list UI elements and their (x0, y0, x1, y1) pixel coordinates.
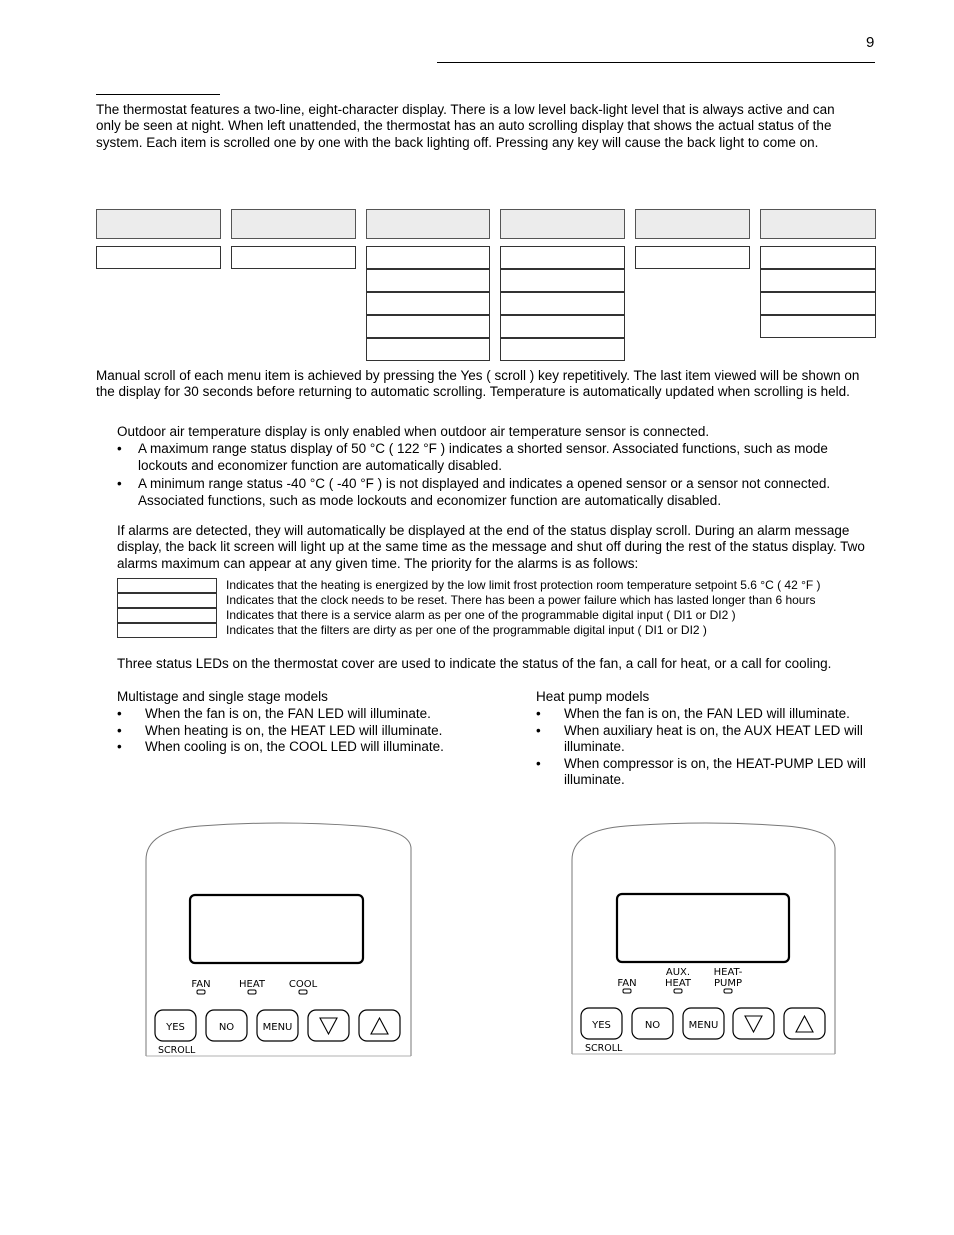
heatpump-bullet: • When compressor is on, the HEAT-PUMP LED will illuminate. (564, 756, 876, 789)
led-label: HEAT (238, 979, 266, 990)
multistage-title: Multistage and single stage models (117, 689, 328, 704)
section-heading-underline (96, 94, 220, 95)
lcd-display (617, 894, 789, 962)
alarm-row (117, 578, 877, 593)
menu-item-box (366, 315, 490, 338)
menu-button-label: MENU (688, 1020, 719, 1031)
led-label: AUX. (665, 967, 691, 978)
menu-item-box (760, 315, 876, 338)
alarm-description: Indicates that the filters are dirty as per one of the programmable digital input ( DI1 or DI2 ) (226, 623, 707, 637)
menu-item-box (760, 292, 876, 315)
lcd-display (190, 895, 363, 963)
yes-button-label: YES (592, 1020, 611, 1031)
outdoor-intro: Outdoor air temperature display is only enabled when outdoor air temperature sensor is connected. (117, 424, 710, 439)
alarm-code-box (117, 578, 217, 593)
alarm-code-box (117, 623, 217, 638)
menu-item-box (500, 338, 625, 361)
intro-paragraph: The thermostat features a two-line, eight-character display. There is a low level back-light level that is always active and can only be seen at night. When left unattended, the thermostat has an auto scrolling display that shows the actual status of the system. Each item is scrolled one by one with the back lighting off. Pressing any key will cause the back light to come on. (96, 102, 835, 150)
alarm-description: Indicates that the clock needs to be reset. There has been a power failure which has lasted longer than 6 hours (226, 593, 816, 607)
alarm-row (117, 593, 877, 608)
alarm-description: Indicates that the heating is energized by the low limit frost protection room temperature setpoint 5.6 °C ( 42 °F ) (226, 578, 821, 592)
menu-header-box (366, 209, 490, 239)
menu-item-box (366, 269, 490, 292)
multistage-bullet: • When the fan is on, the FAN LED will illuminate. (145, 706, 497, 722)
leds-intro: Three status LEDs on the thermostat cover are used to indicate the status of the fan, a call for heat, or a call for cooling. (117, 656, 832, 671)
menu-item-box (231, 246, 356, 269)
multistage-bullet: • When cooling is on, the COOL LED will illuminate. (145, 739, 497, 755)
menu-button-label: MENU (262, 1022, 293, 1033)
multistage-section (117, 689, 497, 756)
menu-item-box (760, 246, 876, 269)
heat-led (248, 990, 256, 994)
scroll-label: SCROLL (585, 1043, 623, 1054)
menu-item-box (500, 292, 625, 315)
heat-pump-led (724, 989, 732, 993)
menu-item-box (366, 338, 490, 361)
header-rule (437, 62, 875, 63)
heatpump-bullet: • When the fan is on, the FAN LED will illuminate. (564, 706, 876, 722)
no-button-label: NO (218, 1022, 235, 1033)
down-button[interactable] (733, 1008, 774, 1039)
up-button[interactable] (784, 1008, 825, 1039)
led-label: FAN (191, 979, 211, 990)
alarm-row (117, 623, 877, 638)
thermostat-multistage-illustration (140, 820, 420, 1065)
led-label: FAN (617, 978, 637, 989)
alarm-description: Indicates that there is a service alarm as per one of the programmable digital input ( DI1 or DI2 ) (226, 608, 736, 622)
heatpump-title: Heat pump models (536, 689, 650, 704)
scroll-label: SCROLL (158, 1045, 196, 1056)
led-label: HEAT- (713, 967, 743, 978)
led-label: COOL (288, 979, 318, 990)
outdoor-bullet: • A maximum range status display of 50 °C ( 122 °F ) indicates a shorted sensor. Associated functions, such as mode lockouts and economizer function are automatically disabled. (138, 441, 877, 474)
outdoor-section (117, 424, 877, 509)
heatpump-bullet: • When auxiliary heat is on, the AUX HEAT LED will illuminate. (564, 723, 876, 756)
thermostat-heatpump-illustration (566, 820, 846, 1065)
aux-heat-led (674, 989, 682, 993)
outdoor-bullet: • A minimum range status -40 °C ( -40 °F ) is not displayed and indicates a opened sensor or a sensor not connected. Associated functions, such as mode lockouts and economizer function are automatically disabled. (138, 476, 877, 509)
menu-header-box (760, 209, 876, 239)
led-label: PUMP (713, 978, 743, 989)
menu-header-box (96, 209, 221, 239)
menu-item-box (500, 315, 625, 338)
page-number: 9 (866, 34, 875, 51)
menu-header-box (635, 209, 750, 239)
menu-item-box (96, 246, 221, 269)
menu-item-box (366, 246, 490, 269)
led-label: HEAT (664, 978, 692, 989)
menu-header-box (231, 209, 356, 239)
multistage-bullet: • When heating is on, the HEAT LED will illuminate. (145, 723, 497, 739)
menu-item-box (635, 246, 750, 269)
menu-header-box (500, 209, 625, 239)
menu-item-box (760, 269, 876, 292)
heatpump-section (536, 689, 876, 788)
no-button-label: NO (644, 1020, 661, 1031)
alarm-row (117, 608, 877, 623)
cool-led (299, 990, 307, 994)
menu-item-box (500, 269, 625, 292)
menu-item-box (366, 292, 490, 315)
manual-scroll-paragraph: Manual scroll of each menu item is achieved by pressing the Yes ( scroll ) key repetitively. The last item viewed will be shown on the display for 30 seconds before returning to automatic scrolling. Temperature is automatically updated when scrolling is held. (96, 368, 860, 400)
yes-button-label: YES (166, 1022, 185, 1033)
alarms-intro: If alarms are detected, they will automatically be displayed at the end of the status display scroll. During an alarm message display, the back lit screen will light up at the same time as the message and shut off during the rest of the status display. Two alarms maximum can appear at any given time. The priority for the alarms is as follows: (117, 523, 865, 571)
fan-led (197, 990, 205, 994)
fan-led (623, 989, 631, 993)
alarm-code-box (117, 608, 217, 623)
alarm-code-box (117, 593, 217, 608)
up-button[interactable] (359, 1010, 400, 1041)
down-button[interactable] (308, 1010, 349, 1041)
menu-item-box (500, 246, 625, 269)
